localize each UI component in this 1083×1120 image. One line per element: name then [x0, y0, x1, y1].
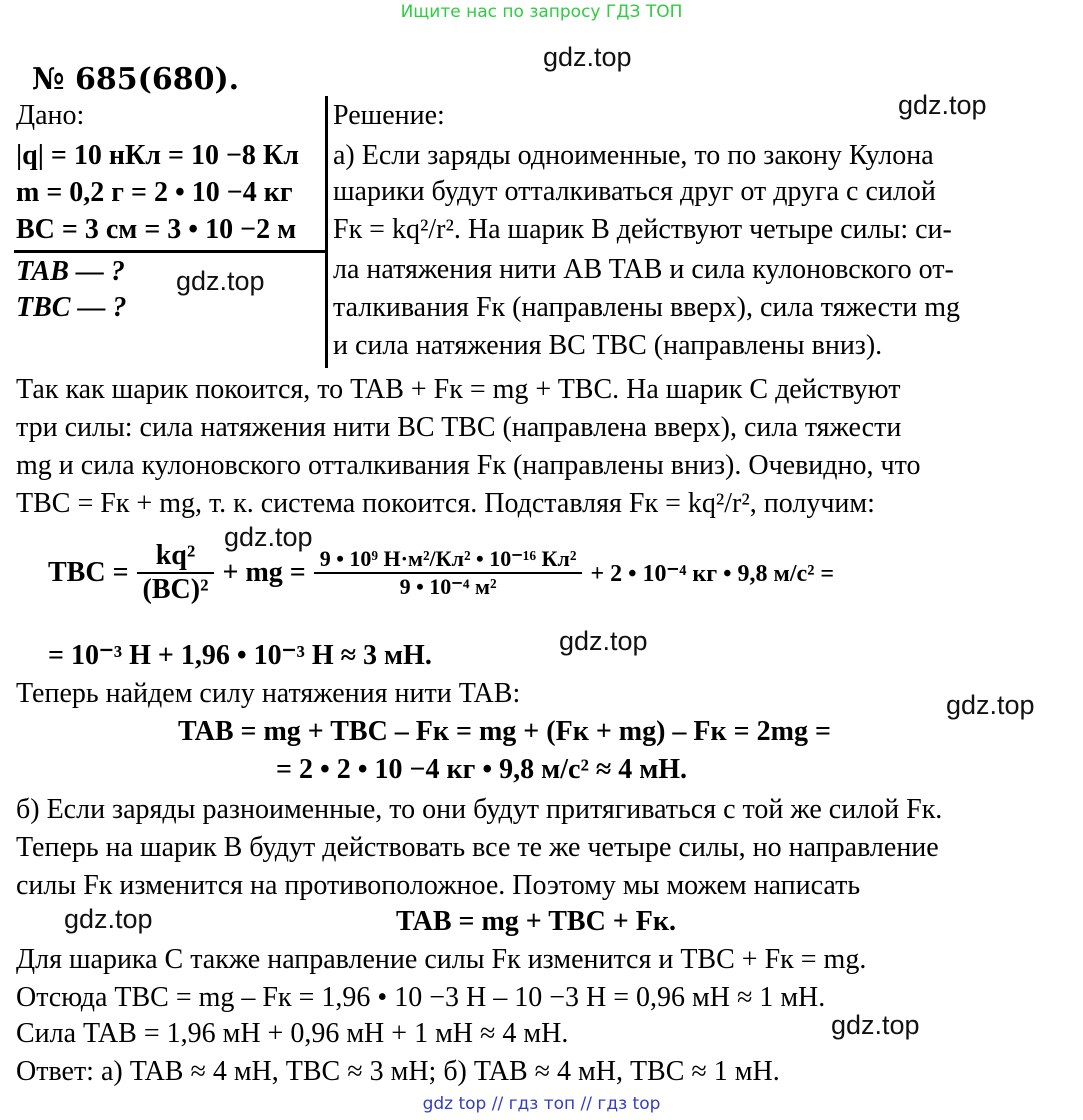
- paragraph-line: Сила TAB = 1,96 мН + 0,96 мН + 1 мН ≈ 4 мН.: [16, 1018, 569, 1049]
- solution-line: Fк = kq²/r². На шарик B действуют четыре силы: си-: [333, 214, 952, 245]
- watermark: gdz.top: [898, 90, 987, 120]
- search-banner: Ищите нас по запросу ГДЗ ТОП: [400, 2, 683, 22]
- fraction-numerator: 9 • 10⁹ Н·м²/Кл² • 10⁻¹⁶ Кл²: [314, 546, 583, 574]
- paragraph-line: б) Если заряды разноименные, то они будут притягиваться с той же силой Fк.: [16, 794, 943, 825]
- footer-links[interactable]: gdz top // гдз топ // гдз top: [422, 1094, 661, 1114]
- formula-left: TBC =: [48, 557, 129, 588]
- formula-tab-result: = 2 • 2 • 10 −4 кг • 9,8 м/с² ≈ 4 мН.: [276, 754, 688, 785]
- watermark: gdz.top: [946, 690, 1035, 720]
- problem-number: № 685(680).: [32, 62, 240, 97]
- paragraph-line: Теперь найдем силу натяжения нити TAB:: [16, 678, 521, 709]
- given-label: Дано:: [16, 100, 85, 131]
- given-divider: [325, 96, 328, 368]
- formula-result: = 10⁻³ Н + 1,96 • 10⁻³ Н ≈ 3 мН.: [48, 640, 432, 671]
- given-underline: [14, 250, 326, 253]
- formula-tail: + 2 • 10⁻⁴ кг • 9,8 м/с² =: [590, 560, 835, 587]
- formula-tbc: [48, 540, 834, 606]
- fraction-numeric: [314, 546, 583, 600]
- watermark: gdz.top: [559, 626, 648, 656]
- paragraph-line: Теперь на шарик B будут действовать все те же четыре силы, но направление: [16, 832, 939, 863]
- watermark: gdz.top: [831, 1010, 920, 1040]
- paragraph-line: Отсюда TBC = mg – Fк = 1,96 • 10 −3 Н – 10 −3 Н = 0,96 мН ≈ 1 мН.: [16, 982, 826, 1013]
- fraction-kq: [137, 540, 215, 606]
- solution-line: а) Если заряды одноименные, то по закону Кулона: [333, 140, 934, 171]
- watermark: gdz.top: [176, 266, 265, 296]
- formula-tab: TAB = mg + TBC – Fк = mg + (Fк + mg) – Fк = 2mg =: [178, 716, 831, 747]
- solution-line: ла натяжения нити AB TAB и сила кулоновского от-: [333, 254, 954, 285]
- fraction-denominator: (BC)²: [142, 574, 209, 605]
- fraction-numerator: kq²: [137, 540, 215, 574]
- watermark: gdz.top: [64, 904, 153, 934]
- paragraph-line: три силы: сила натяжения нити BC TBC (направлена вверх), сила тяжести: [16, 412, 902, 443]
- formula-mid: + mg =: [222, 557, 306, 588]
- paragraph-line: Для шарика C также направление силы Fк изменится и TBC + Fк = mg.: [16, 944, 867, 975]
- solution-line: талкивания Fк (направлены вверх), сила тяжести mg: [333, 292, 961, 323]
- formula-tab-b: TAB = mg + TBC + Fк.: [396, 906, 676, 937]
- solution-label: Решение:: [333, 100, 445, 131]
- watermark: gdz.top: [224, 522, 313, 552]
- paragraph-line: TBC = Fк + mg, т. к. система покоится. Подставляя Fк = kq²/r², получим:: [16, 488, 875, 519]
- find-2: TBC — ?: [16, 292, 127, 323]
- paragraph-line: силы Fк изменится на противоположное. Поэтому мы можем написать: [16, 870, 861, 901]
- answer-line: Ответ: а) TAB ≈ 4 мН, TBC ≈ 3 мН; б) TAB ≈ 4 мН, TBC ≈ 1 мН.: [16, 1056, 780, 1087]
- find-1: TAB — ?: [16, 256, 125, 287]
- paragraph-line: mg и сила кулоновского отталкивания Fк (направлены вниз). Очевидно, что: [16, 450, 921, 481]
- solution-line: шарики будут отталкиваться друг от друга с силой: [333, 176, 936, 207]
- given-line-3: BC = 3 см = 3 • 10 −2 м: [16, 214, 297, 245]
- paragraph-line: Так как шарик покоится, то TAB + Fк = mg + TBC. На шарик С действуют: [16, 374, 901, 405]
- watermark: gdz.top: [543, 42, 632, 72]
- given-line-1: |q| = 10 нКл = 10 −8 Кл: [16, 140, 299, 171]
- given-line-2: m = 0,2 г = 2 • 10 −4 кг: [16, 177, 293, 208]
- solution-line: и сила натяжения BC TBC (направлены вниз).: [333, 330, 883, 361]
- fraction-denominator: 9 • 10⁻⁴ м²: [399, 574, 497, 599]
